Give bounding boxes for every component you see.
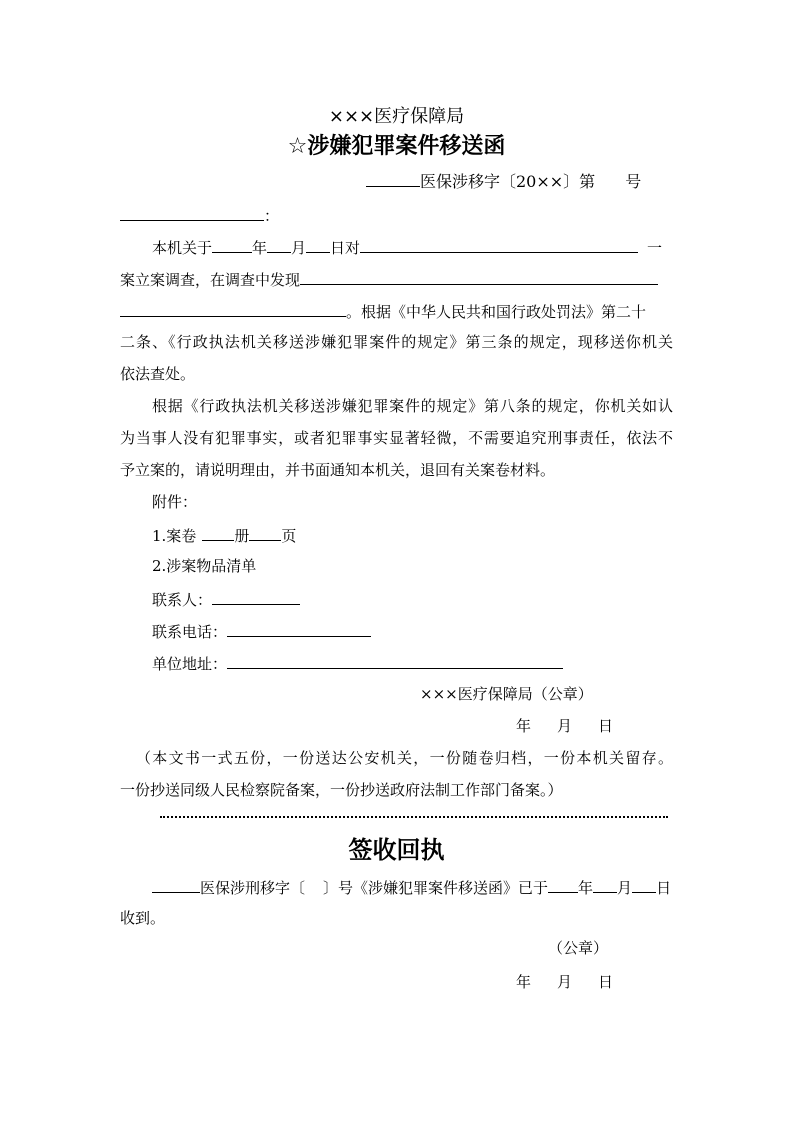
document-title: ☆涉嫌犯罪案件移送函 (287, 134, 506, 159)
text-segment: 〕号《涉嫌犯罪案件移送函》已于 (323, 879, 549, 897)
addressee-blank (120, 204, 264, 221)
blank-party (360, 236, 638, 253)
agency-seal: ×××医疗保障局（公章） (420, 685, 593, 703)
receipt-blank-year (548, 876, 578, 893)
contact-phone-blank (227, 620, 371, 637)
text-segment: 日 (598, 973, 614, 991)
text-segment: 日 (656, 879, 672, 897)
paragraph-1-line-5: 依法查处。 (120, 365, 196, 383)
document-number-text: 医保涉移字〔20××〕第 (420, 172, 596, 191)
text-segment: 一 (647, 239, 663, 257)
contact-person (152, 588, 300, 610)
paragraph-2-line-1: 根据《行政执法机关移送涉嫌犯罪案件的规定》第八条的规定，你机关如认 (152, 397, 673, 415)
blank-month (267, 236, 291, 253)
receipt-date (516, 972, 613, 992)
attachment-item-2: 2.涉案物品清单 (152, 557, 257, 575)
contact-address-label: 单位地址： (152, 655, 228, 673)
signature-date (516, 716, 613, 736)
paragraph-1-line-3 (120, 300, 646, 322)
blank-finding (300, 268, 658, 285)
note-line-2: 一份抄送同级人民检察院备案，一份抄送政府法制工作部门备案。） (120, 781, 563, 799)
receipt-title: 签收回执 (348, 836, 445, 864)
text-segment: 。根据《中华人民共和国行政处罚法》第二十 (346, 303, 647, 321)
note-line-1: （本文书一式五份，一份送达公安机关，一份随卷归档，一份本机关留存。 (136, 749, 673, 767)
paragraph-2-line-2: 为当事人没有犯罪事实，或者犯罪事实显著轻微，不需要追究刑事责任，依法不 (120, 429, 673, 447)
document-number (366, 170, 641, 192)
blank-year (212, 236, 252, 253)
text-segment: 本机关于 (152, 239, 213, 257)
text-segment: 日 (598, 717, 614, 735)
agency-name: ×××医疗保障局 (328, 106, 465, 127)
blank-day (306, 236, 330, 253)
receipt-line-1 (152, 876, 671, 898)
receipt-blank-prefix (152, 876, 200, 893)
text-segment: 月 (617, 879, 633, 897)
text-segment: 月 (557, 973, 573, 991)
text-segment: 月 (557, 717, 573, 735)
text-segment: 月 (291, 239, 307, 257)
document-number-suffix: 号 (625, 172, 642, 191)
attachment-item-1 (152, 524, 296, 546)
text-segment: 年 (252, 239, 268, 257)
contact-phone (152, 620, 371, 642)
text-segment: 页 (281, 527, 297, 545)
text-segment: 年 (516, 717, 532, 735)
contact-address (152, 652, 563, 674)
dotted-divider (160, 816, 668, 818)
receipt-seal: （公章） (548, 939, 609, 957)
paragraph-1-line-1 (152, 236, 662, 258)
addressee-line (120, 204, 279, 226)
text-segment: 医保涉刑移字〔 (200, 879, 306, 897)
attachments-label: 附件： (152, 493, 198, 511)
receipt-line-2: 收到。 (120, 909, 166, 927)
paragraph-1-line-2 (120, 268, 658, 290)
receipt-blank-month (593, 876, 617, 893)
blank-volumes (202, 524, 234, 541)
receipt-blank-day (632, 876, 656, 893)
contact-phone-label: 联系电话： (152, 623, 228, 641)
contact-person-label: 联系人： (152, 591, 213, 609)
paragraph-1-line-4: 二条、《行政执法机关移送涉嫌犯罪案件的规定》第三条的规定，现移送你机关 (120, 333, 673, 351)
addressee-colon: ： (264, 207, 280, 225)
text-segment: 案立案调查，在调查中发现 (120, 271, 301, 289)
text-segment: 年 (516, 973, 532, 991)
blank-pages (249, 524, 281, 541)
text-segment: 年 (578, 879, 594, 897)
text-segment: 册 (234, 527, 250, 545)
text-segment: 1.案卷 (152, 527, 197, 545)
contact-address-blank (227, 652, 563, 669)
document-number-blank (366, 170, 420, 187)
text-segment: 日对 (330, 239, 361, 257)
paragraph-2-line-3: 予立案的，请说明理由，并书面通知本机关，退回有关案卷材料。 (120, 461, 556, 479)
contact-person-blank (212, 588, 300, 605)
blank-finding-cont (120, 300, 346, 317)
